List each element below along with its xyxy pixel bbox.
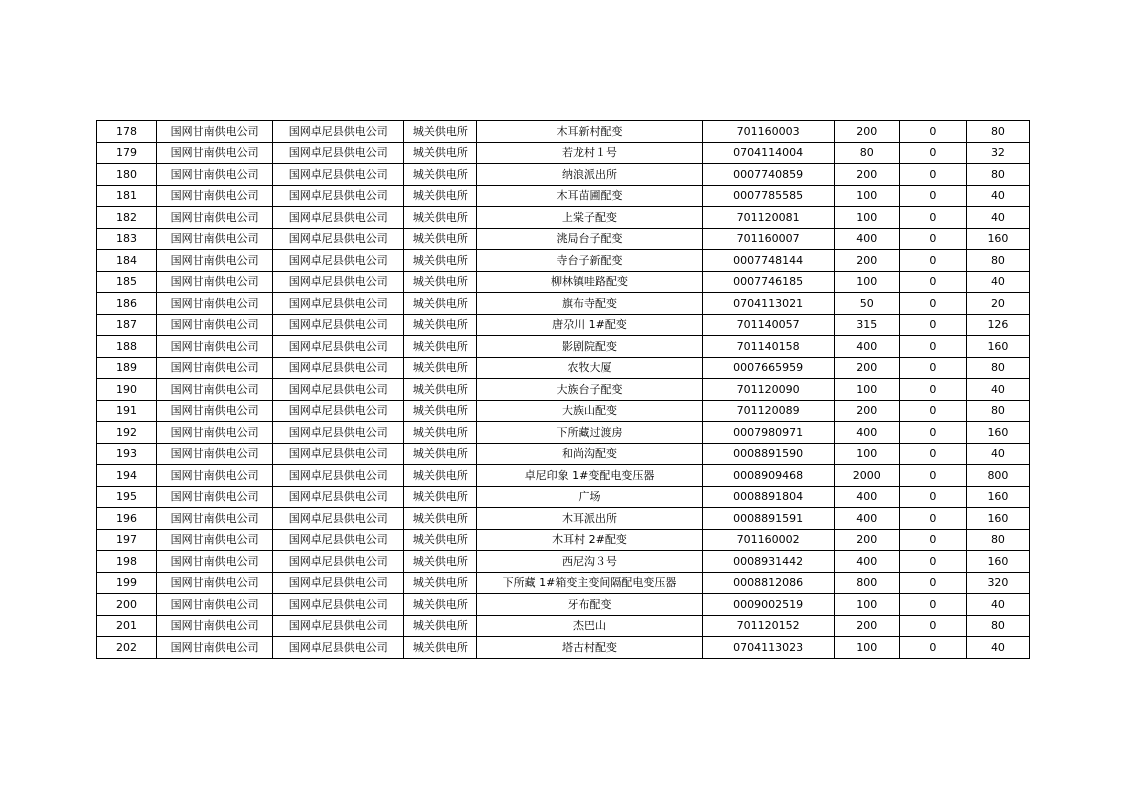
transformer-code: 701140158 <box>702 336 834 358</box>
row-number: 178 <box>97 121 157 143</box>
capacity-value: 400 <box>834 551 899 573</box>
row-number: 194 <box>97 465 157 487</box>
power-station: 城关供电所 <box>404 529 477 551</box>
row-number: 196 <box>97 508 157 530</box>
zero-value: 0 <box>899 615 966 637</box>
county-company-name: 国网卓尼县供电公司 <box>273 637 404 659</box>
power-station: 城关供电所 <box>404 142 477 164</box>
power-station: 城关供电所 <box>404 228 477 250</box>
row-number: 185 <box>97 271 157 293</box>
power-station: 城关供电所 <box>404 422 477 444</box>
company-name: 国网甘南供电公司 <box>157 164 273 186</box>
load-value: 160 <box>966 486 1029 508</box>
load-value: 40 <box>966 271 1029 293</box>
table-row <box>97 486 1030 508</box>
company-name: 国网甘南供电公司 <box>157 422 273 444</box>
row-number: 198 <box>97 551 157 573</box>
zero-value: 0 <box>899 594 966 616</box>
zero-value: 0 <box>899 271 966 293</box>
transformer-code: 0704113023 <box>702 637 834 659</box>
transformer-name: 影剧院配变 <box>477 336 702 358</box>
table-row <box>97 572 1030 594</box>
row-number: 200 <box>97 594 157 616</box>
row-number: 191 <box>97 400 157 422</box>
zero-value: 0 <box>899 486 966 508</box>
power-station: 城关供电所 <box>404 250 477 272</box>
county-company-name: 国网卓尼县供电公司 <box>273 142 404 164</box>
row-number: 186 <box>97 293 157 315</box>
transformer-name: 寺台子新配变 <box>477 250 702 272</box>
county-company-name: 国网卓尼县供电公司 <box>273 508 404 530</box>
county-company-name: 国网卓尼县供电公司 <box>273 228 404 250</box>
transformer-name: 木耳派出所 <box>477 508 702 530</box>
transformer-name: 旗布寺配变 <box>477 293 702 315</box>
county-company-name: 国网卓尼县供电公司 <box>273 164 404 186</box>
company-name: 国网甘南供电公司 <box>157 508 273 530</box>
county-company-name: 国网卓尼县供电公司 <box>273 443 404 465</box>
table-row <box>97 379 1030 401</box>
table-row <box>97 314 1030 336</box>
zero-value: 0 <box>899 379 966 401</box>
table-row <box>97 164 1030 186</box>
zero-value: 0 <box>899 164 966 186</box>
row-number: 190 <box>97 379 157 401</box>
transformer-code: 0008812086 <box>702 572 834 594</box>
capacity-value: 200 <box>834 615 899 637</box>
zero-value: 0 <box>899 572 966 594</box>
power-station: 城关供电所 <box>404 207 477 229</box>
transformer-code: 701160003 <box>702 121 834 143</box>
county-company-name: 国网卓尼县供电公司 <box>273 336 404 358</box>
capacity-value: 200 <box>834 121 899 143</box>
company-name: 国网甘南供电公司 <box>157 207 273 229</box>
company-name: 国网甘南供电公司 <box>157 228 273 250</box>
table-row <box>97 271 1030 293</box>
load-value: 40 <box>966 379 1029 401</box>
transformer-code: 0007740859 <box>702 164 834 186</box>
company-name: 国网甘南供电公司 <box>157 185 273 207</box>
power-station: 城关供电所 <box>404 293 477 315</box>
power-station: 城关供电所 <box>404 572 477 594</box>
company-name: 国网甘南供电公司 <box>157 142 273 164</box>
capacity-value: 200 <box>834 357 899 379</box>
company-name: 国网甘南供电公司 <box>157 637 273 659</box>
row-number: 181 <box>97 185 157 207</box>
row-number: 201 <box>97 615 157 637</box>
table-row <box>97 336 1030 358</box>
table-row <box>97 637 1030 659</box>
power-station: 城关供电所 <box>404 443 477 465</box>
row-number: 184 <box>97 250 157 272</box>
transformer-name: 西尼沟３号 <box>477 551 702 573</box>
table-row <box>97 615 1030 637</box>
power-station: 城关供电所 <box>404 164 477 186</box>
transformer-code: 701120152 <box>702 615 834 637</box>
transformer-name: 广场 <box>477 486 702 508</box>
transformer-name: 木耳苗圃配变 <box>477 185 702 207</box>
transformer-code: 0007746185 <box>702 271 834 293</box>
zero-value: 0 <box>899 637 966 659</box>
transformer-name: 大族山配变 <box>477 400 702 422</box>
power-station: 城关供电所 <box>404 357 477 379</box>
load-value: 80 <box>966 529 1029 551</box>
transformer-name: 牙布配变 <box>477 594 702 616</box>
capacity-value: 315 <box>834 314 899 336</box>
zero-value: 0 <box>899 314 966 336</box>
county-company-name: 国网卓尼县供电公司 <box>273 551 404 573</box>
transformer-name: 木耳村 2#配变 <box>477 529 702 551</box>
company-name: 国网甘南供电公司 <box>157 486 273 508</box>
row-number: 192 <box>97 422 157 444</box>
power-station: 城关供电所 <box>404 336 477 358</box>
power-station: 城关供电所 <box>404 486 477 508</box>
company-name: 国网甘南供电公司 <box>157 336 273 358</box>
company-name: 国网甘南供电公司 <box>157 551 273 573</box>
county-company-name: 国网卓尼县供电公司 <box>273 422 404 444</box>
capacity-value: 400 <box>834 422 899 444</box>
capacity-value: 200 <box>834 400 899 422</box>
power-station: 城关供电所 <box>404 637 477 659</box>
transformer-name: 唐尕川 1#配变 <box>477 314 702 336</box>
transformer-code: 0007980971 <box>702 422 834 444</box>
power-station: 城关供电所 <box>404 551 477 573</box>
table-row <box>97 551 1030 573</box>
company-name: 国网甘南供电公司 <box>157 443 273 465</box>
power-station: 城关供电所 <box>404 400 477 422</box>
zero-value: 0 <box>899 357 966 379</box>
transformer-code: 0008891804 <box>702 486 834 508</box>
company-name: 国网甘南供电公司 <box>157 357 273 379</box>
capacity-value: 100 <box>834 379 899 401</box>
capacity-value: 100 <box>834 443 899 465</box>
load-value: 160 <box>966 422 1029 444</box>
county-company-name: 国网卓尼县供电公司 <box>273 594 404 616</box>
transformer-code: 0007748144 <box>702 250 834 272</box>
load-value: 160 <box>966 508 1029 530</box>
table-row <box>97 185 1030 207</box>
table-body <box>97 121 1030 659</box>
company-name: 国网甘南供电公司 <box>157 314 273 336</box>
capacity-value: 400 <box>834 486 899 508</box>
capacity-value: 400 <box>834 228 899 250</box>
transformer-code: 701120089 <box>702 400 834 422</box>
company-name: 国网甘南供电公司 <box>157 465 273 487</box>
load-value: 32 <box>966 142 1029 164</box>
zero-value: 0 <box>899 336 966 358</box>
transformer-name: 上棠子配变 <box>477 207 702 229</box>
capacity-value: 100 <box>834 185 899 207</box>
zero-value: 0 <box>899 142 966 164</box>
zero-value: 0 <box>899 508 966 530</box>
load-value: 80 <box>966 164 1029 186</box>
load-value: 320 <box>966 572 1029 594</box>
transformer-name: 杰巴山 <box>477 615 702 637</box>
transformer-code: 0704113021 <box>702 293 834 315</box>
county-company-name: 国网卓尼县供电公司 <box>273 185 404 207</box>
transformer-code: 701120081 <box>702 207 834 229</box>
capacity-value: 200 <box>834 250 899 272</box>
row-number: 193 <box>97 443 157 465</box>
transformer-name: 木耳新村配变 <box>477 121 702 143</box>
capacity-value: 200 <box>834 529 899 551</box>
row-number: 188 <box>97 336 157 358</box>
county-company-name: 国网卓尼县供电公司 <box>273 314 404 336</box>
transformer-name: 塔古村配变 <box>477 637 702 659</box>
transformer-code: 701160002 <box>702 529 834 551</box>
capacity-value: 800 <box>834 572 899 594</box>
load-value: 80 <box>966 400 1029 422</box>
row-number: 199 <box>97 572 157 594</box>
transformer-code: 0009002519 <box>702 594 834 616</box>
load-value: 80 <box>966 250 1029 272</box>
company-name: 国网甘南供电公司 <box>157 594 273 616</box>
row-number: 202 <box>97 637 157 659</box>
table-row <box>97 293 1030 315</box>
zero-value: 0 <box>899 422 966 444</box>
load-value: 126 <box>966 314 1029 336</box>
county-company-name: 国网卓尼县供电公司 <box>273 529 404 551</box>
row-number: 187 <box>97 314 157 336</box>
zero-value: 0 <box>899 250 966 272</box>
county-company-name: 国网卓尼县供电公司 <box>273 207 404 229</box>
zero-value: 0 <box>899 228 966 250</box>
row-number: 189 <box>97 357 157 379</box>
transformer-name: 和尚沟配变 <box>477 443 702 465</box>
table-row <box>97 529 1030 551</box>
transformer-code: 0008931442 <box>702 551 834 573</box>
transformer-name: 纳浪派出所 <box>477 164 702 186</box>
capacity-value: 100 <box>834 271 899 293</box>
county-company-name: 国网卓尼县供电公司 <box>273 379 404 401</box>
table-row <box>97 465 1030 487</box>
capacity-value: 100 <box>834 207 899 229</box>
row-number: 180 <box>97 164 157 186</box>
capacity-value: 2000 <box>834 465 899 487</box>
load-value: 80 <box>966 615 1029 637</box>
zero-value: 0 <box>899 207 966 229</box>
capacity-value: 80 <box>834 142 899 164</box>
table-row <box>97 422 1030 444</box>
zero-value: 0 <box>899 121 966 143</box>
zero-value: 0 <box>899 293 966 315</box>
transformer-code: 0008891591 <box>702 508 834 530</box>
company-name: 国网甘南供电公司 <box>157 379 273 401</box>
company-name: 国网甘南供电公司 <box>157 293 273 315</box>
county-company-name: 国网卓尼县供电公司 <box>273 400 404 422</box>
transformer-code: 701120090 <box>702 379 834 401</box>
zero-value: 0 <box>899 551 966 573</box>
load-value: 80 <box>966 357 1029 379</box>
transformer-code: 0008909468 <box>702 465 834 487</box>
load-value: 40 <box>966 185 1029 207</box>
row-number: 197 <box>97 529 157 551</box>
table-row <box>97 400 1030 422</box>
company-name: 国网甘南供电公司 <box>157 121 273 143</box>
load-value: 20 <box>966 293 1029 315</box>
load-value: 40 <box>966 637 1029 659</box>
load-value: 160 <box>966 228 1029 250</box>
load-value: 40 <box>966 594 1029 616</box>
zero-value: 0 <box>899 400 966 422</box>
company-name: 国网甘南供电公司 <box>157 615 273 637</box>
power-station: 城关供电所 <box>404 508 477 530</box>
transformer-name: 大族台子配变 <box>477 379 702 401</box>
transformer-name: 若龙村１号 <box>477 142 702 164</box>
transformer-name: 农牧大厦 <box>477 357 702 379</box>
capacity-value: 100 <box>834 594 899 616</box>
company-name: 国网甘南供电公司 <box>157 572 273 594</box>
company-name: 国网甘南供电公司 <box>157 271 273 293</box>
power-station: 城关供电所 <box>404 594 477 616</box>
capacity-value: 400 <box>834 336 899 358</box>
zero-value: 0 <box>899 443 966 465</box>
company-name: 国网甘南供电公司 <box>157 250 273 272</box>
capacity-value: 200 <box>834 164 899 186</box>
power-station: 城关供电所 <box>404 271 477 293</box>
county-company-name: 国网卓尼县供电公司 <box>273 615 404 637</box>
company-name: 国网甘南供电公司 <box>157 400 273 422</box>
company-name: 国网甘南供电公司 <box>157 529 273 551</box>
county-company-name: 国网卓尼县供电公司 <box>273 271 404 293</box>
table-row <box>97 508 1030 530</box>
transformer-code: 0007665959 <box>702 357 834 379</box>
power-station: 城关供电所 <box>404 121 477 143</box>
transformer-name: 下所藏 1#箱变主变间隔配电变压器 <box>477 572 702 594</box>
load-value: 40 <box>966 207 1029 229</box>
power-station: 城关供电所 <box>404 314 477 336</box>
zero-value: 0 <box>899 185 966 207</box>
table-row <box>97 121 1030 143</box>
power-station: 城关供电所 <box>404 615 477 637</box>
county-company-name: 国网卓尼县供电公司 <box>273 486 404 508</box>
document-page <box>96 120 1030 659</box>
transformer-name: 卓尼印象 1#变配电变压器 <box>477 465 702 487</box>
table-row <box>97 443 1030 465</box>
table-row <box>97 142 1030 164</box>
table-row <box>97 250 1030 272</box>
county-company-name: 国网卓尼县供电公司 <box>273 572 404 594</box>
load-value: 160 <box>966 336 1029 358</box>
row-number: 182 <box>97 207 157 229</box>
power-station: 城关供电所 <box>404 185 477 207</box>
transformer-name: 洮局台子配变 <box>477 228 702 250</box>
power-station: 城关供电所 <box>404 465 477 487</box>
county-company-name: 国网卓尼县供电公司 <box>273 250 404 272</box>
load-value: 800 <box>966 465 1029 487</box>
county-company-name: 国网卓尼县供电公司 <box>273 121 404 143</box>
county-company-name: 国网卓尼县供电公司 <box>273 357 404 379</box>
county-company-name: 国网卓尼县供电公司 <box>273 465 404 487</box>
capacity-value: 100 <box>834 637 899 659</box>
zero-value: 0 <box>899 465 966 487</box>
load-value: 40 <box>966 443 1029 465</box>
table-row <box>97 357 1030 379</box>
power-station: 城关供电所 <box>404 379 477 401</box>
load-value: 80 <box>966 121 1029 143</box>
transformer-table <box>96 120 1030 659</box>
table-row <box>97 228 1030 250</box>
table-row <box>97 207 1030 229</box>
row-number: 183 <box>97 228 157 250</box>
transformer-code: 0008891590 <box>702 443 834 465</box>
transformer-name: 下所藏过渡房 <box>477 422 702 444</box>
row-number: 179 <box>97 142 157 164</box>
load-value: 160 <box>966 551 1029 573</box>
transformer-code: 701140057 <box>702 314 834 336</box>
row-number: 195 <box>97 486 157 508</box>
capacity-value: 400 <box>834 508 899 530</box>
transformer-code: 0704114004 <box>702 142 834 164</box>
county-company-name: 国网卓尼县供电公司 <box>273 293 404 315</box>
table-row <box>97 594 1030 616</box>
transformer-code: 701160007 <box>702 228 834 250</box>
transformer-code: 0007785585 <box>702 185 834 207</box>
capacity-value: 50 <box>834 293 899 315</box>
zero-value: 0 <box>899 529 966 551</box>
transformer-name: 柳林镇哇路配变 <box>477 271 702 293</box>
